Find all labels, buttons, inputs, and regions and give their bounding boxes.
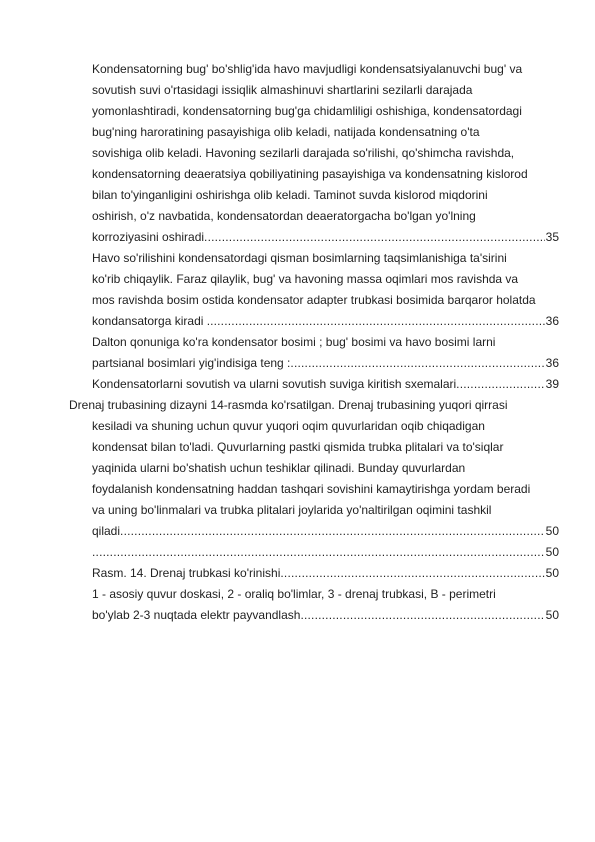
toc-entry-last-line	[92, 227, 559, 248]
toc-entry[interactable]	[92, 59, 559, 248]
toc-entry[interactable]	[69, 395, 559, 542]
toc-entry-text-line: qiladi	[92, 524, 121, 538]
toc-entry-text-line: mos ravishda bosim ostida kondensator adapter trubkasi bosimida barqaror holatda	[92, 293, 536, 307]
toc-page-number: 35	[545, 230, 559, 244]
toc-entry-text-line: Kondensatorning bug' bo'shlig'ida havo mavjudligi kondensatsiyalanuvchi bug' va	[92, 62, 523, 76]
toc-entry-text-line: Drenaj trubasining dizayni 14-rasmda ko'rsatilgan. Drenaj trubasining yuqori qirrasi	[69, 398, 508, 412]
dot-leader	[210, 311, 545, 332]
toc-entry-text-line: kondensat bilan to'ladi. Quvurlarning pastki qismida trubka plitalari va to'siqlar	[92, 440, 504, 454]
toc-entry[interactable]	[92, 332, 559, 374]
toc-page-number: 50	[545, 545, 559, 559]
dot-leader	[280, 563, 544, 584]
toc-entry-text-line: yomonlashtiradi, kondensatorning bug'ga chidamliligi oshishiga, kondensatordagi	[92, 104, 522, 118]
dot-leader	[120, 521, 545, 542]
toc-entry-text-line: yaqinida ularni bo'shatish uchun teshiklar qilinadi. Bunday quvurlardan	[92, 461, 466, 475]
toc-entry[interactable]	[92, 542, 559, 563]
toc-entry-text-line: korroziyasini oshiradi	[92, 230, 205, 244]
toc-entry[interactable]	[92, 563, 559, 584]
toc-entry-last-line	[92, 311, 559, 332]
toc-entry-text-line: 1 - asosiy quvur doskasi, 2 - oraliq bo'limlar, 3 - drenaj trubkasi, B - perimetri	[92, 587, 496, 601]
toc-entry-text-line: bilan to'yinganligini oshirishga olib keladi. Taminot suvda kislorod miqdorini	[92, 188, 488, 202]
toc-page-number: 39	[545, 377, 559, 391]
toc-entry-text-line: ko'rib chiqaylik. Faraz qilaylik, bug' va havoning massa oqimlari mos ravishda va	[92, 272, 519, 286]
toc-entry-text-line: Rasm. 14. Drenaj trubkasi ko'rinishi	[92, 566, 281, 580]
toc-entry-last-line	[92, 521, 559, 542]
toc-entry-last-line	[92, 605, 559, 626]
toc-entry-text-line: bo'ylab 2-3 nuqtada elektr payvandlash	[92, 608, 301, 622]
toc-entry[interactable]	[92, 374, 559, 395]
toc-page-number: 50	[545, 524, 559, 538]
dot-leader	[300, 605, 544, 626]
toc-entry-last-line	[92, 563, 559, 584]
dot-leader	[204, 227, 545, 248]
toc-entry-text-line: va uning bo'linmalari va trubka plitalari joylarida yo'naltirilgan oqimini tashkil	[92, 503, 492, 517]
toc-entry-text-line: Kondensatorlarni sovutish va ularni sovutish suviga kiritish sxemalari	[92, 377, 457, 391]
dot-leader	[92, 542, 545, 563]
toc-page-number: 36	[545, 314, 559, 328]
toc-entry-text-line: bug'ning haroratining pasayishiga olib keladi, natijada kondensatning o'ta	[92, 125, 480, 139]
toc-page-number: 50	[545, 566, 559, 580]
toc-entry-text-line: Dalton qonuniga ko'ra kondensator bosimi ; bug' bosimi va havo bosimi larni	[92, 335, 496, 349]
dot-leader	[290, 353, 544, 374]
toc-page-number: 50	[545, 608, 559, 622]
toc-entry[interactable]	[92, 584, 559, 626]
dot-leader	[456, 374, 544, 395]
toc-entry-text-line: partsianal bosimlari yig'indisiga teng :	[92, 356, 291, 370]
toc-page-number: 36	[545, 356, 559, 370]
toc-entry-last-line	[92, 353, 559, 374]
toc-entry-text-line: kesiladi va shuning uchun quvur yuqori oqim quvurlaridan oqib chiqadigan	[92, 419, 485, 433]
toc-entry-text-line: kondensatorning deaeratsiya qobiliyatining pasayishiga va kondensatning kislorod	[92, 167, 528, 181]
toc-entry-last-line	[92, 374, 559, 395]
toc-entry-text-line: oshirish, o'z navbatida, kondensatordan deaeratorgacha bo'lgan yo'lning	[92, 209, 476, 223]
toc-entry-text-line: foydalanish kondensatning haddan tashqari sovishini kamaytirishga yordam beradi	[92, 482, 531, 496]
toc-entry-text-line: sovishiga olib keladi. Havoning sezilarli darajada so'rilishi, qo'shimcha ravishda,	[92, 146, 515, 160]
toc-entry[interactable]	[92, 248, 559, 332]
toc-entry-text-line: sovutish suvi o'rtasidagi issiqlik almashinuvi shartlarini sezilarli darajada	[92, 83, 473, 97]
toc-entry-text-line: Havo so'rilishini kondensatordagi qisman bosimlarning taqsimlanishiga ta'sirini	[92, 251, 507, 265]
toc-entry-text-line: kondansatorga kiradi .	[92, 314, 211, 328]
toc-entry-last-line	[92, 542, 559, 563]
